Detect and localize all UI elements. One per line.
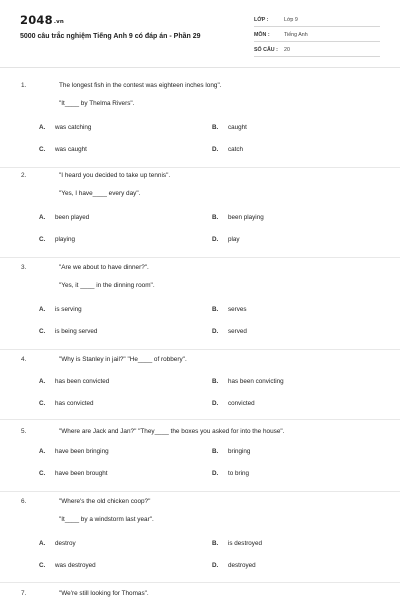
question-text: "It____ by Thelma Rivers". bbox=[59, 100, 135, 107]
option-text: was catching bbox=[55, 124, 92, 131]
option-text: been playing bbox=[228, 214, 264, 221]
option-letter: B. bbox=[212, 540, 219, 547]
logo-suffix: .vn bbox=[53, 19, 65, 25]
option-letter: C. bbox=[39, 146, 46, 153]
option-letter: A. bbox=[39, 214, 46, 221]
option-text: has convicted bbox=[55, 400, 94, 407]
option-letter: B. bbox=[212, 306, 219, 313]
option-text: has been convicted bbox=[55, 378, 110, 385]
question-number: 5. bbox=[21, 428, 27, 435]
option-text: serves bbox=[228, 306, 247, 313]
question-text: The longest fish in the contest was eighteen inches long". bbox=[59, 82, 222, 89]
question-divider bbox=[0, 349, 400, 350]
question-text: "Where's the old chicken coop?" bbox=[59, 498, 151, 505]
option-text: was caught bbox=[55, 146, 87, 153]
option-text: have been bringing bbox=[55, 448, 109, 455]
option-letter: D. bbox=[212, 562, 219, 569]
question-text: "Where are Jack and Jan?" "They____ the boxes you asked for into the house". bbox=[59, 428, 285, 435]
option-text: is being served bbox=[55, 328, 98, 335]
question-text: "Yes, it ____ in the dinning room". bbox=[59, 282, 155, 289]
option-text: play bbox=[228, 236, 240, 243]
meta-count-row bbox=[254, 44, 380, 57]
option-text: has been convicting bbox=[228, 378, 284, 385]
site-logo[interactable] bbox=[20, 13, 64, 27]
option-text: destroyed bbox=[228, 562, 256, 569]
option-letter: A. bbox=[39, 306, 46, 313]
meta-class-label: LỚP : bbox=[254, 17, 269, 23]
option-text: have been brought bbox=[55, 470, 108, 477]
option-letter: C. bbox=[39, 400, 46, 407]
meta-subject-label: MÔN : bbox=[254, 32, 270, 38]
option-text: to bring bbox=[228, 470, 250, 477]
meta-subject-row bbox=[254, 29, 380, 42]
question-text: "I heard you decided to take up tennis". bbox=[59, 172, 171, 179]
option-letter: A. bbox=[39, 378, 46, 385]
question-number: 4. bbox=[21, 356, 27, 363]
option-text: bringing bbox=[228, 448, 251, 455]
option-text: was destroyed bbox=[55, 562, 96, 569]
question-divider bbox=[0, 167, 400, 168]
meta-count-value: 20 bbox=[284, 47, 290, 53]
option-text: convicted bbox=[228, 400, 255, 407]
option-text: destroy bbox=[55, 540, 76, 547]
question-number: 7. bbox=[21, 590, 27, 597]
question-text: "Are we about to have dinner?". bbox=[59, 264, 149, 271]
header-divider bbox=[0, 67, 400, 68]
logo-text: 2048 bbox=[20, 13, 53, 27]
option-letter: B. bbox=[212, 124, 219, 131]
option-letter: A. bbox=[39, 448, 46, 455]
question-divider bbox=[0, 491, 400, 492]
option-letter: D. bbox=[212, 236, 219, 243]
option-letter: A. bbox=[39, 540, 46, 547]
question-divider bbox=[0, 582, 400, 583]
option-letter: D. bbox=[212, 400, 219, 407]
page-header bbox=[0, 0, 400, 66]
meta-class-row bbox=[254, 14, 380, 27]
option-text: is serving bbox=[55, 306, 82, 313]
option-letter: D. bbox=[212, 146, 219, 153]
option-text: caught bbox=[228, 124, 247, 131]
option-letter: B. bbox=[212, 214, 219, 221]
option-letter: C. bbox=[39, 236, 46, 243]
meta-count-label: SỐ CÂU : bbox=[254, 47, 278, 53]
option-letter: B. bbox=[212, 378, 219, 385]
question-divider bbox=[0, 257, 400, 258]
meta-class-value: Lớp 9 bbox=[284, 17, 298, 23]
option-text: catch bbox=[228, 146, 244, 153]
option-letter: B. bbox=[212, 448, 219, 455]
option-text: is destroyed bbox=[228, 540, 262, 547]
question-number: 2. bbox=[21, 172, 27, 179]
question-text: "Why is Stanley in jail?" "He____ of robbery". bbox=[59, 356, 187, 363]
option-letter: D. bbox=[212, 328, 219, 335]
question-text: "It____ by a windstorm last year". bbox=[59, 516, 154, 523]
meta-subject-value: Tiếng Anh bbox=[284, 32, 308, 38]
option-text: been played bbox=[55, 214, 90, 221]
question-number: 6. bbox=[21, 498, 27, 505]
question-number: 1. bbox=[21, 82, 27, 89]
option-letter: C. bbox=[39, 562, 46, 569]
question-divider bbox=[0, 419, 400, 420]
option-text: served bbox=[228, 328, 247, 335]
question-number: 3. bbox=[21, 264, 27, 271]
option-letter: D. bbox=[212, 470, 219, 477]
option-letter: C. bbox=[39, 328, 46, 335]
option-letter: A. bbox=[39, 124, 46, 131]
question-text: "We're still looking for Thomas". bbox=[59, 590, 149, 597]
question-text: "Yes, I have____ every day". bbox=[59, 190, 141, 197]
option-text: playing bbox=[55, 236, 75, 243]
option-letter: C. bbox=[39, 470, 46, 477]
page-title: 5000 câu trắc nghiệm Tiếng Anh 9 có đáp án - Phần 29 bbox=[20, 33, 201, 40]
